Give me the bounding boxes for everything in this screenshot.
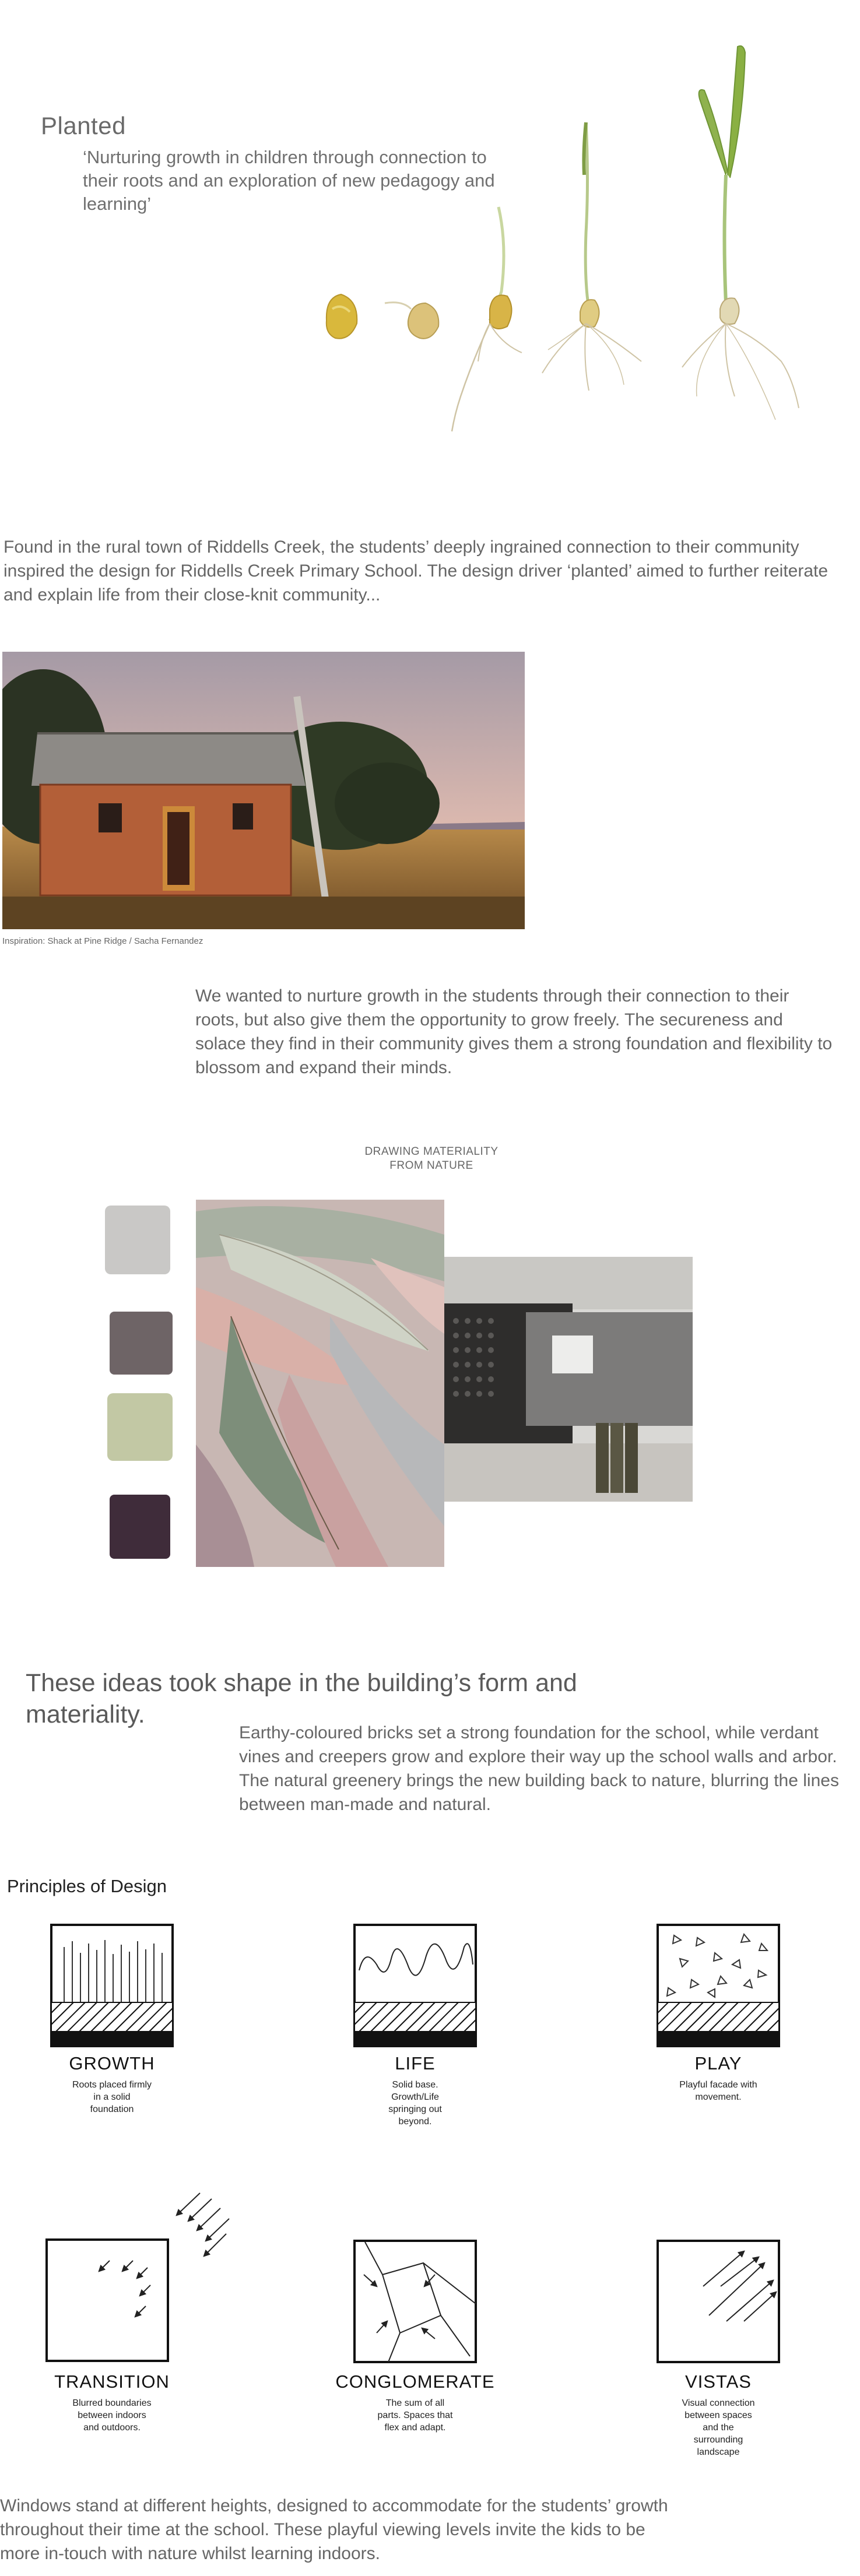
seed-growth-illustration — [315, 35, 816, 466]
seed-stage-5 — [682, 46, 799, 420]
vistas-diagram — [657, 2240, 780, 2363]
intro-paragraph: Found in the rural town of Riddells Creek, the students’ deeply ingrained connection to their community inspired the design for Riddells Creek Primary School. The design driver ‘planted’ aimed to further reiterate and explain life from their close-knit community... — [3, 537, 829, 605]
swatch-sage — [107, 1393, 173, 1461]
principle-play-name: PLAY — [694, 2053, 742, 2074]
section-heading: These ideas took shape in the building’s form and materiality. — [26, 1669, 577, 1728]
swatch-mauve — [110, 1312, 173, 1375]
seed-stage-3 — [452, 207, 522, 431]
windows-paragraph: Windows stand at different heights, designed to accommodate for the students’ growth throughout their time at the school. These playful viewing levels invite the kids to be more in-touch with nature whilst learning indoors. — [0, 2496, 668, 2563]
principle-conglomerate — [328, 2371, 503, 2434]
materiality-paragraph: Earthy-coloured bricks set a strong foundation for the school, while verdant vines and creepers grow and explore their way up the school walls and arbor. The natural greenery brings the new building back to nature, blurring the lines between man-made and natural. — [239, 1723, 839, 1814]
materiality-label-line1: DRAWING MATERIALITY — [364, 1145, 499, 1158]
principles-title: Principles of Design — [7, 1876, 167, 1896]
tagline-quote: ‘Nurturing growth in children through connection to their roots and an exploration of new pedagogy and learning’ — [83, 147, 495, 214]
materiality-label-line2: FROM NATURE — [389, 1159, 473, 1172]
growth-diagram — [50, 1924, 174, 2047]
swatch-plum — [110, 1495, 170, 1559]
principle-transition-name: TRANSITION — [54, 2371, 170, 2392]
principle-play-desc: Playful facade with movement. — [679, 2080, 757, 2102]
photo-caption: Inspiration: Shack at Pine Ridge / Sacha Fernandez — [2, 936, 203, 946]
growth-paragraph: We wanted to nurture growth in the students through their connection to their roots, but also give them the opportunity to grow freely. The secureness and solace they find in their community gives them a strong foundation and flexibility to blossom and expand their minds. — [195, 986, 833, 1077]
principle-life-name: LIFE — [395, 2053, 436, 2074]
principle-growth-desc: Roots placed firmly in a solid foundation — [72, 2080, 152, 2114]
eucalyptus-leaves-photo — [196, 1200, 444, 1567]
seed-stage-4 — [542, 122, 641, 391]
principle-vistas-name: VISTAS — [685, 2371, 752, 2392]
principle-life — [328, 2053, 503, 2128]
principle-growth — [24, 2053, 199, 2115]
page-title: Planted — [41, 112, 126, 139]
play-diagram — [657, 1924, 780, 2047]
principle-transition-desc: Blurred boundaries between indoors and outdoors. — [72, 2398, 152, 2433]
principle-life-desc: Solid base. Growth/Life springing out beyond. — [388, 2080, 442, 2127]
material-samples-photo — [444, 1257, 693, 1502]
principle-conglomerate-name: CONGLOMERATE — [335, 2371, 495, 2392]
conglomerate-diagram — [353, 2240, 477, 2363]
principle-transition — [24, 2371, 199, 2434]
principle-play — [631, 2053, 806, 2103]
life-diagram — [353, 1924, 477, 2047]
transition-diagram — [45, 2192, 232, 2367]
principle-growth-name: GROWTH — [69, 2053, 155, 2074]
seed-stage-1 — [327, 294, 357, 339]
seed-stage-2 — [385, 303, 438, 339]
principle-vistas — [631, 2371, 806, 2458]
materiality-label — [327, 1145, 536, 1173]
principle-conglomerate-desc: The sum of all parts. Spaces that flex and adapt. — [377, 2398, 453, 2433]
swatch-grey — [105, 1206, 170, 1274]
principle-vistas-desc: Visual connection between spaces and the surrounding landscape — [682, 2398, 755, 2457]
inspiration-photo — [2, 652, 525, 929]
